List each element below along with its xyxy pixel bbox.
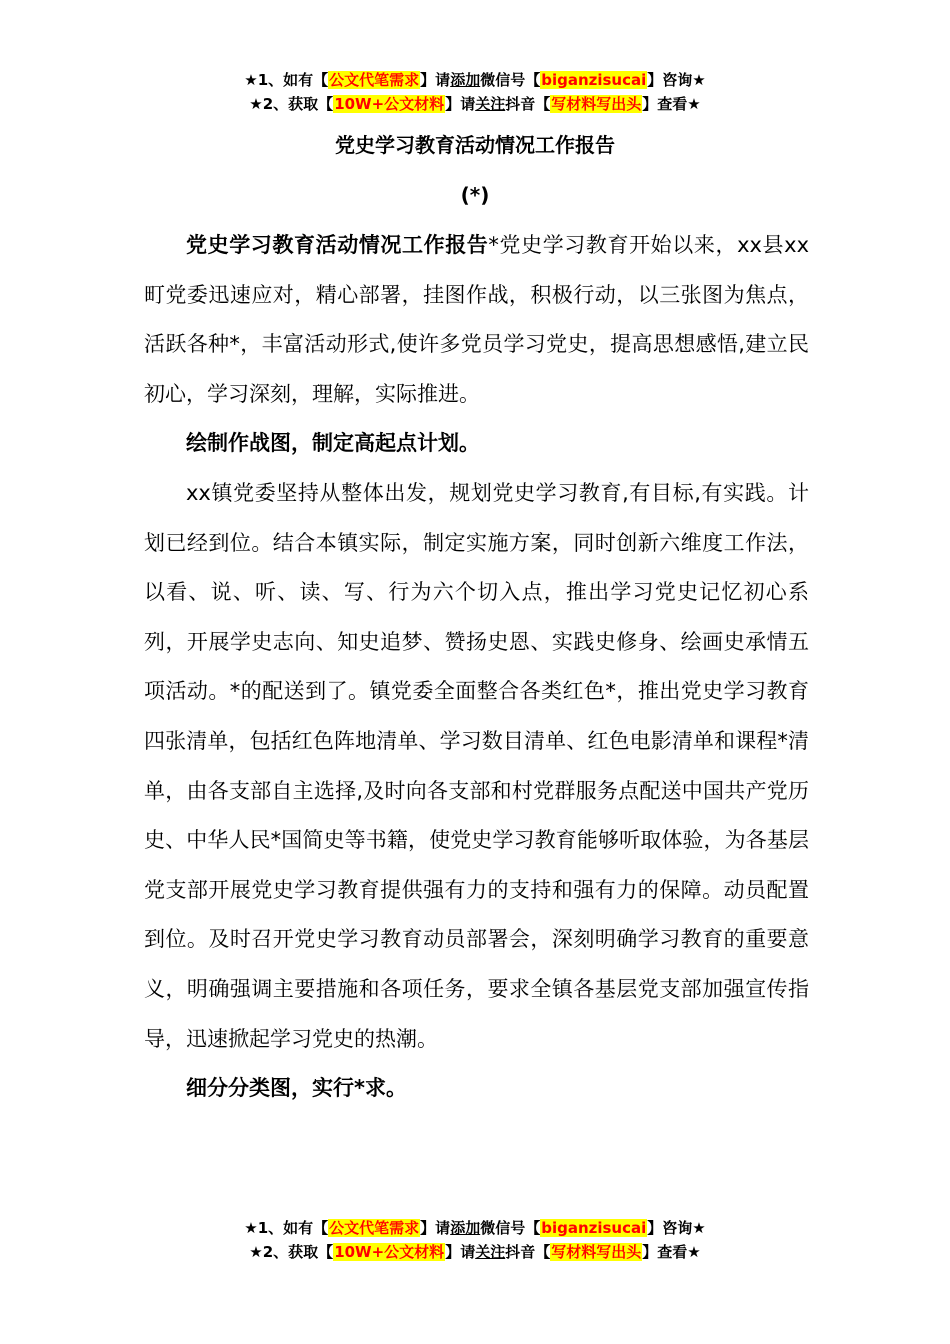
banner-highlight: 公文代笔需求 [329, 1219, 420, 1237]
banner-text: ★2、获取【 [249, 1243, 334, 1261]
banner-line-1 [0, 68, 950, 92]
banner-text: 抖音【 [505, 1243, 551, 1261]
banner-text: 】请 [420, 71, 451, 89]
section-heading-1: 绘制作战图，制定高起点计划。 [186, 431, 480, 456]
banner-text: 】咨询★ [647, 1219, 706, 1237]
banner-text: ★1、如有【 [244, 71, 329, 89]
banner-text: 】查看★ [642, 95, 701, 113]
document-title: 党史学习教育活动情况工作报告 [335, 133, 615, 157]
banner-text: 】请 [445, 1243, 476, 1261]
footer-banner [0, 1216, 950, 1264]
intro-text: *党史学习教育开始以来，xx县xx町党委迅速应对，精心部署，挂图作战，积极行动，以三张图为焦点，活跃各种*，丰富活动形式,使许多党员学习党史，提高思想感悟,建立民初心，学习深刻，理解，实际推进。 [144, 233, 809, 406]
banner-highlight: 10W+公文材料 [334, 1243, 445, 1261]
banner-emphasis: 添加 [450, 71, 481, 89]
intro-paragraph [144, 221, 809, 419]
banner-highlight: 10W+公文材料 [334, 95, 445, 113]
banner-line-2 [0, 92, 950, 116]
banner-highlight: biganzisucai [541, 71, 647, 89]
banner-highlight: biganzisucai [541, 1219, 647, 1237]
banner-text: 】请 [445, 95, 476, 113]
banner-highlight: 写材料写出头 [551, 1243, 642, 1261]
section-heading-2: 细分分类图，实行*求。 [186, 1076, 407, 1101]
header-banner [0, 68, 950, 116]
banner-text: 】咨询★ [647, 71, 706, 89]
banner-emphasis: 添加 [450, 1219, 481, 1237]
banner-text: 抖音【 [505, 95, 551, 113]
banner-highlight: 公文代笔需求 [329, 71, 420, 89]
intro-bold: 党史学习教育活动情况工作报告 [186, 233, 489, 257]
banner-line-1 [0, 1216, 950, 1240]
document-body [144, 221, 809, 1114]
banner-text: ★2、获取【 [249, 95, 334, 113]
banner-text: 】请 [420, 1219, 451, 1237]
document-subtitle: (*) [460, 183, 490, 207]
banner-emphasis: 关注 [475, 1243, 506, 1261]
banner-text: ★1、如有【 [244, 1219, 329, 1237]
banner-highlight: 写材料写出头 [551, 95, 642, 113]
banner-line-2 [0, 1240, 950, 1264]
banner-emphasis: 关注 [475, 95, 506, 113]
body-paragraph-1: xx镇党委坚持从整体出发，规划党史学习教育,有目标,有实践。计划已经到位。结合本镇实际，制定实施方案，同时创新六维度工作法，以看、说、听、读、写、行为六个切入点，推出学习党史记忆初心系列，开展学史志向、知史追梦、赞扬史恩、实践史修身、绘画史承情五项活动。*的配送到了。镇党委全面整合各类红色*，推出党史学习教育四张清单，包括红色阵地清单、学习数目清单、红色电影清单和课程*清单，由各支部自主选择,及时向各支部和村党群服务点配送中国共产党历史、中华人民*国简史等书籍，使党史学习教育能够听取体验，为各基层党支部开展党史学习教育提供强有力的支持和强有力的保障。动员配置到位。及时召开党史学习教育动员部署会，深刻明确学习教育的重要意义，明确强调主要措施和各项任务，要求全镇各基层党支部加强宣传指导，迅速掀起学习党史的热潮。 [144, 480, 809, 1051]
banner-text: 】查看★ [642, 1243, 701, 1261]
banner-text: 微信号【 [480, 1219, 541, 1237]
banner-text: 微信号【 [480, 71, 541, 89]
